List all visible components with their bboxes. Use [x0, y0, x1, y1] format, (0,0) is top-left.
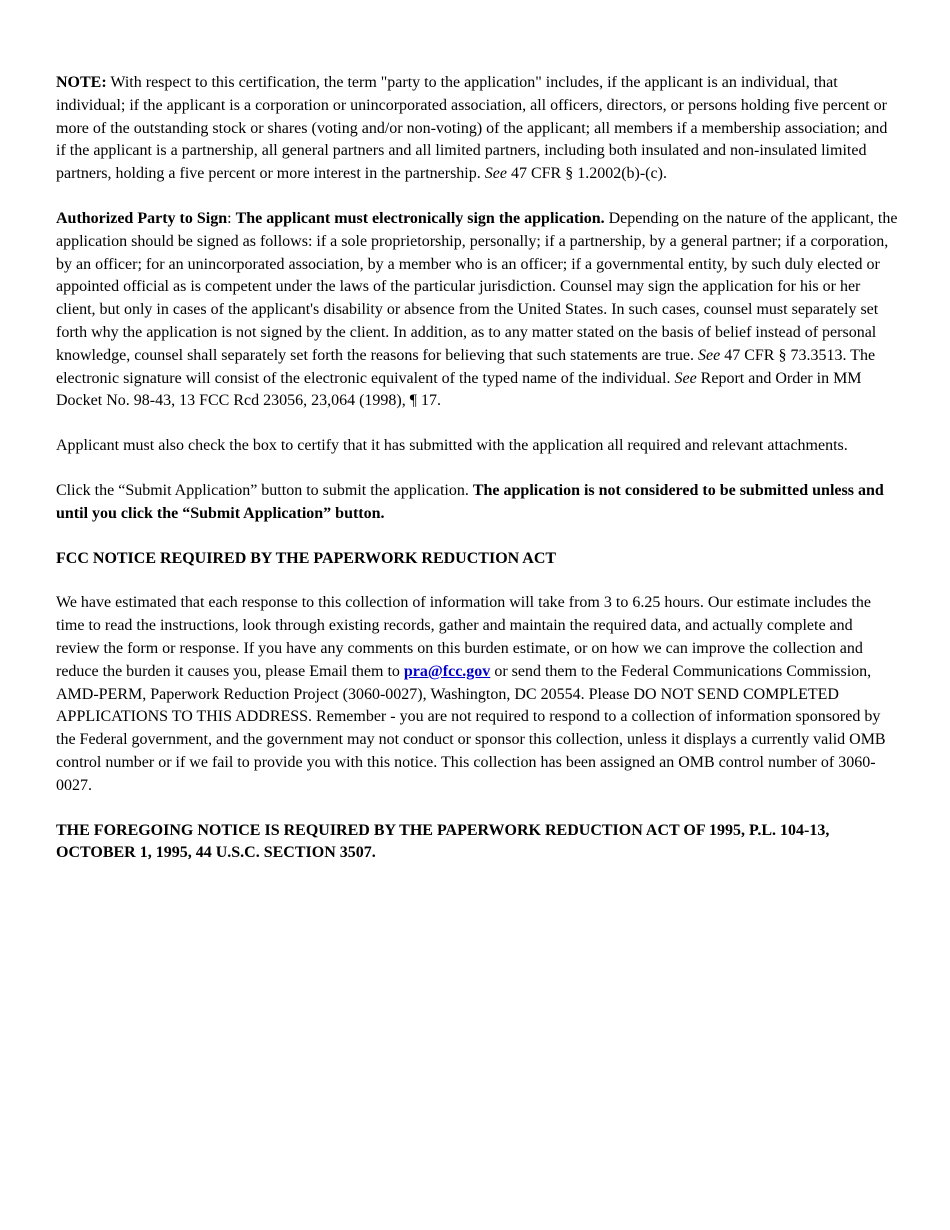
authorized-paragraph: [56, 208, 898, 413]
foregoing-notice: THE FOREGOING NOTICE IS REQUIRED BY THE PAPERWORK REDUCTION ACT OF 1995, P.L. 104-13, OCTOBER 1, 1995, 44 U.S.C. SECTION 3507.: [56, 821, 830, 862]
estimate-paragraph: [56, 592, 898, 797]
authorized-bold-sentence: The applicant must electronically sign the application.: [235, 209, 605, 227]
estimate-text-1: We have estimated that each response to this collection of information will take from 3 to 6.25 hours. Our estimate includes the time to read the instructions, look through existing records, gather and maintain the required data, and actually complete and review the form or response. If you have any comments on this burden estimate, or on how we can improve the collection and reduce the burden it causes you, please Email them to: [56, 594, 871, 680]
note-paragraph: [56, 72, 898, 186]
authorized-see-1: See: [698, 346, 721, 364]
note-text-1: With respect to this certification, the term "party to the application" includes, if the applicant is an individual, that individual; if the applicant is a corporation or unincorporated association, all officers, directors, or persons holding five percent or more of the outstanding stock or shares (voting and/or non-voting) of the applicant; all members if a membership association; and if the applicant is a partnership, all general partners and all limited partners, including both insulated and non-insulated limited partners, holding a five percent or more interest in the partnership.: [56, 74, 888, 183]
note-text-2: 47 CFR § 1.2002(b)-(c).: [506, 165, 667, 183]
email-link[interactable]: pra@fcc.gov: [403, 662, 491, 680]
fcc-notice-heading: FCC NOTICE REQUIRED BY THE PAPERWORK REDUCTION ACT: [56, 549, 557, 567]
submit-bold: The application is not considered to be submitted unless and until you click the “Submit Application” button.: [56, 481, 884, 522]
submit-paragraph: [56, 480, 898, 526]
note-label: NOTE:: [56, 74, 107, 91]
authorized-see-2: See: [674, 369, 697, 387]
authorized-text-1: Depending on the nature of the applicant, the application should be signed as follows: if a sole proprietorship, personally; if a partnership, by a general partner; if a corporation, by an officer; for an unincorporated association, by a member who is an officer; if a governmental entity, by such duly elected or appointed official as is competent under the laws of the particular jurisdiction. Counsel may sign the application for his or her client, but only in cases of the applicant's disability or absence from the United States. In such cases, counsel must separately set forth why the application is not signed by the client. In addition, as to any matter stated on the basis of belief instead of personal knowledge, counsel shall separately set forth the reasons for believing that such statements are true.: [56, 209, 898, 364]
authorized-colon: :: [227, 209, 236, 227]
checkbox-paragraph: Applicant must also check the box to certify that it has submitted with the application all required and relevant attachments.: [56, 437, 848, 455]
authorized-text-3: Report and Order in MM Docket No. 98-43, 13 FCC Rcd 23056, 23,064 (1998), ¶ 17.: [56, 369, 862, 410]
document-page: [56, 72, 898, 887]
authorized-label: Authorized Party to Sign: [56, 209, 228, 227]
note-see: See: [484, 165, 507, 183]
submit-text: Click the “Submit Application” button to submit the application.: [56, 481, 473, 499]
estimate-text-2: or send them to the Federal Communications Commission, AMD-PERM, Paperwork Reduction Project (3060-0027), Washington, DC 20554. Please DO NOT SEND COMPLETED APPLICATIONS TO THIS ADDRESS. Remember - you are not required to respond to a collection of information sponsored by the Federal government, and the government may not conduct or sponsor this collection, unless it displays a currently valid OMB control number or if we fail to provide you with this notice. This collection has been assigned an OMB control number of 3060-0027.: [56, 662, 886, 794]
authorized-text-2: 47 CFR § 73.3513. The electronic signature will consist of the electronic equivalent of the typed name of the individual.: [56, 346, 876, 387]
